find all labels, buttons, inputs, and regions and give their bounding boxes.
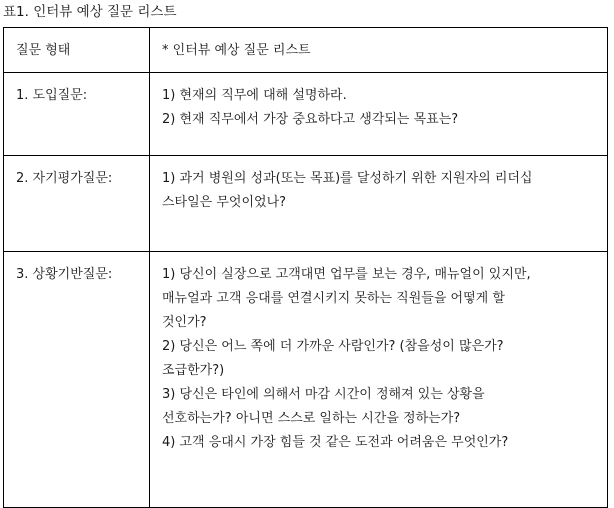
category-label-situational: 3. 상황기반질문: [16,267,113,282]
question-line: 스타일은 무엇이었나? [162,195,287,210]
header-cell-question-list [150,28,608,73]
question-line: 조급한가?) [162,363,225,378]
header-label-question-type: 질문 형태 [16,43,71,58]
table-header-row [4,28,608,73]
category-label-self-evaluation: 2. 자기평가질문: [16,171,113,186]
table-row-self-evaluation-questions [4,156,608,252]
category-cell [4,156,150,252]
question-line: 3) 당신은 타인에 의해서 마감 시간이 정해져 있는 상황을 [162,387,485,402]
question-line: 2) 당신은 어느 쪽에 더 가까운 사람인가? (참을성이 많은가? [162,339,504,354]
question-line: 것인가? [162,315,207,330]
table-caption: 표1. 인터뷰 예상 질문 리스트 [3,4,177,20]
table-row-intro-questions [4,73,608,156]
questions-cell [150,156,608,252]
question-line: 1) 당신이 실장으로 고객대면 업무를 보는 경우, 매뉴얼이 있지만, [162,267,531,282]
question-line: 1) 과거 병원의 성과(또는 목표)를 달성하기 위한 지원자의 리더십 [162,171,533,186]
question-line: 1) 현재의 직무에 대해 설명하라. [162,88,347,103]
interview-question-table [3,27,608,508]
category-label-intro: 1. 도입질문: [16,88,88,103]
question-line: 2) 현재 직무에서 가장 중요하다고 생각되는 목표는? [162,112,459,127]
category-cell [4,252,150,508]
table-row-situational-questions [4,252,608,508]
category-cell [4,73,150,156]
questions-cell [150,252,608,508]
question-line: 매뉴얼과 고객 응대를 연결시키지 못하는 직원들을 어떻게 할 [162,291,505,306]
question-line: 4) 고객 응대시 가장 힘들 것 같은 도전과 어려움은 무엇인가? [162,435,509,450]
questions-cell [150,73,608,156]
question-line: 선호하는가? 아니면 스스로 일하는 시간을 정하는가? [162,411,461,426]
header-label-question-list: * 인터뷰 예상 질문 리스트 [162,43,311,58]
header-cell-question-type [4,28,150,73]
